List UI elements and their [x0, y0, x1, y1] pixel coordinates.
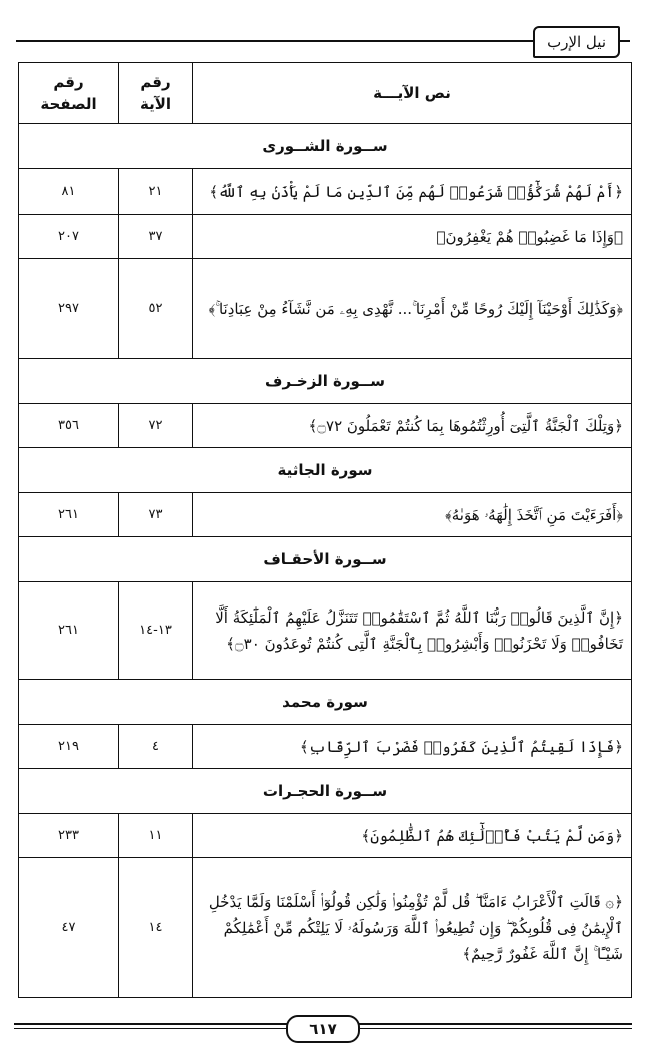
surah-heading-row: [19, 769, 632, 814]
verse-text: ﴿إِنَّ ٱلَّذِينَ قَالُوا۟ رَبُّنَا ٱللَّهُ ثُمَّ ٱسْتَقَٰمُوا۟ تَتَنَزَّلُ عَلَيْهِمُ ٱلْمَلَٰٓئِكَةُ أَلَّا تَخَافُوا۟ وَلَا تَحْزَنُوا۟ وَأَبْشِرُوا۟ بِٱلْجَنَّةِ ٱلَّتِى كُنتُمْ تُوعَدُونَ ۝٣٠﴾: [193, 582, 632, 680]
surah-heading: ســورة الأحقـاف: [19, 537, 632, 582]
verse-text: ﴿أَمْ لَهُمْ شُرَكَٰٓؤُا۟ شَرَعُوا۟ لَهُم مِّنَ ٱلدِّينِ مَا لَمْ يَأْذَنۢ بِهِ ٱللَّهُ﴾: [193, 169, 632, 215]
page-footer: [14, 1015, 632, 1041]
verse-text: ﴿وَمَن لَّمْ يَتُبْ فَأُو۟لَٰٓئِكَ هُمُ ٱلظَّٰلِمُونَ﴾: [193, 814, 632, 858]
page-number: ٨١: [19, 169, 119, 215]
table-row: [19, 725, 632, 769]
column-header-text: نص الآيـــة: [193, 63, 632, 124]
column-header-page-line1: رقم: [53, 73, 84, 91]
column-header-page: [19, 63, 119, 124]
column-header-ayah: [119, 63, 193, 124]
table-row: [19, 404, 632, 448]
table-row: [19, 259, 632, 359]
table-row: [19, 858, 632, 998]
page-header: [16, 22, 630, 62]
ayah-number: ٥٢: [119, 259, 193, 359]
table-row: [19, 493, 632, 537]
surah-heading-row: [19, 448, 632, 493]
column-header-ayah-line1: رقم: [140, 73, 171, 91]
page-number: ٢١٩: [19, 725, 119, 769]
page-number: ٢٣٣: [19, 814, 119, 858]
verse-index-table: [18, 62, 632, 998]
table-header-row: [19, 63, 632, 124]
ayah-number: ٧٣: [119, 493, 193, 537]
verse-text: ﴿أَفَرَءَيْتَ مَنِ ٱتَّخَذَ إِلَٰهَهُۥ هَوَىٰهُ﴾: [193, 493, 632, 537]
surah-heading: ســورة الشــورى: [19, 124, 632, 169]
surah-heading-row: [19, 537, 632, 582]
table-row: [19, 582, 632, 680]
page-number: ٢٩٧: [19, 259, 119, 359]
page-number: ٢٦١: [19, 582, 119, 680]
surah-heading-row: [19, 359, 632, 404]
footer-page-number: ٦١٧: [286, 1015, 360, 1043]
page-number: ٣٥٦: [19, 404, 119, 448]
surah-heading: سورة الجاثية: [19, 448, 632, 493]
verse-text: ﴿فَإِذَا لَقِيتُمُ ٱلَّذِينَ كَفَرُوا۟ فَضَرْبَ ٱلرِّقَابِ﴾: [193, 725, 632, 769]
ayah-number: ٧٢: [119, 404, 193, 448]
verse-text: ﴿۞ قَالَتِ ٱلْأَعْرَابُ ءَامَنَّا ۖ قُل لَّمْ تُؤْمِنُوا۟ وَلَٰكِن قُولُوٓا۟ أَسْلَمْنَا وَلَمَّا يَدْخُلِ ٱلْإِيمَٰنُ فِى قُلُوبِكُمْ ۖ وَإِن تُطِيعُوا۟ ٱللَّهَ وَرَسُولَهُۥ لَا يَلِتْكُم مِّنْ أَعْمَٰلِكُمْ شَيْـًٔا ۚ إِنَّ ٱللَّهَ غَفُورٌ رَّحِيمٌ﴾: [193, 858, 632, 998]
ayah-number: ١٣-١٤: [119, 582, 193, 680]
table-row: [19, 169, 632, 215]
surah-heading: سورة محمد: [19, 680, 632, 725]
surah-heading-row: [19, 680, 632, 725]
surah-heading: ســورة الحجـرات: [19, 769, 632, 814]
ayah-number: ٣٧: [119, 215, 193, 259]
book-title: نيل الإرب: [533, 26, 620, 58]
page-number: ٢٦١: [19, 493, 119, 537]
verse-text: ﴿وَكَذَٰلِكَ أَوْحَيْنَآ إِلَيْكَ رُوحًا مِّنْ أَمْرِنَا ۚ... نَّهْدِى بِهِۦ مَن نَّشَآءُ مِنْ عِبَادِنَا ۚ﴾: [193, 259, 632, 359]
page-number: ٢٠٧: [19, 215, 119, 259]
page-number: ٤٧: [19, 858, 119, 998]
table-row: [19, 814, 632, 858]
ayah-number: ٤: [119, 725, 193, 769]
column-header-page-line2: الصفحة: [40, 95, 97, 113]
ayah-number: ٢١: [119, 169, 193, 215]
table-row: [19, 215, 632, 259]
ayah-number: ١١: [119, 814, 193, 858]
surah-heading: ســورة الزخـرف: [19, 359, 632, 404]
verse-text: ﴿وَتِلْكَ ٱلْجَنَّةُ ٱلَّتِىٓ أُورِثْتُمُوهَا بِمَا كُنتُمْ تَعْمَلُونَ ۝٧٢﴾: [193, 404, 632, 448]
surah-heading-row: [19, 124, 632, 169]
verse-text: ﴿وَإِذَا مَا غَضِبُوا۟ هُمْ يَغْفِرُونَ﴾: [193, 215, 632, 259]
column-header-ayah-line2: الآية: [139, 95, 172, 113]
ayah-number: ١٤: [119, 858, 193, 998]
